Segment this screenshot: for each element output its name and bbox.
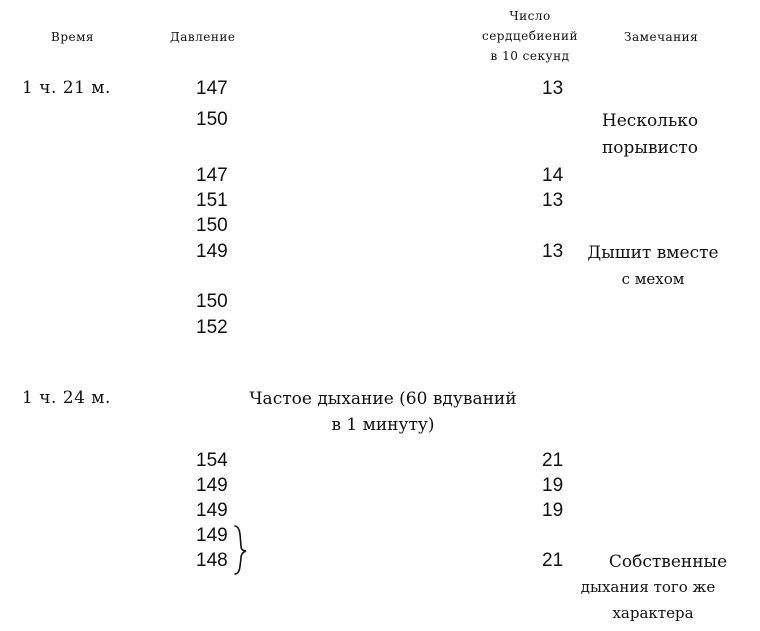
pressure-value: 149 bbox=[196, 500, 228, 521]
note-line: в 1 минуту) bbox=[331, 415, 435, 435]
pressure-value: 151 bbox=[196, 190, 228, 211]
remark-line: с мехом bbox=[621, 270, 685, 288]
remark-line: Собственные bbox=[608, 552, 728, 572]
heart-value: 13 bbox=[542, 190, 564, 211]
pressure-value: 149 bbox=[196, 525, 228, 546]
pressure-value: 148 bbox=[196, 550, 228, 571]
header-heart-line3: в 10 секунд bbox=[490, 49, 570, 63]
header-heart-line1: Число bbox=[509, 9, 551, 23]
heart-value: 13 bbox=[542, 78, 564, 99]
remark-line: дыхания того же bbox=[580, 578, 716, 596]
remark-line: порывисто bbox=[601, 138, 699, 158]
heart-value: 14 bbox=[542, 165, 564, 186]
remark bbox=[590, 113, 710, 157]
note-line: Частое дыхание (60 вдуваний bbox=[249, 389, 517, 409]
heart-value: 19 bbox=[542, 475, 564, 496]
heart-value: 19 bbox=[542, 500, 564, 521]
remark-line: характера bbox=[612, 604, 694, 622]
pressure-value: 150 bbox=[196, 109, 228, 130]
header-heart bbox=[470, 10, 590, 62]
header-pressure: Давление bbox=[170, 30, 236, 44]
pressure-value: 152 bbox=[196, 317, 228, 338]
pressure-value: 147 bbox=[196, 78, 228, 99]
section2-note bbox=[228, 391, 538, 434]
section2-time: 1 ч. 24 м. bbox=[22, 388, 111, 408]
brace-icon bbox=[232, 524, 248, 576]
section1-time: 1 ч. 21 м. bbox=[22, 78, 111, 98]
heart-value: 21 bbox=[542, 450, 564, 471]
pressure-value: 150 bbox=[196, 215, 228, 236]
pressure-value: 154 bbox=[196, 450, 228, 471]
heart-value: 13 bbox=[542, 241, 564, 262]
remark-line: Дышит вместе bbox=[587, 243, 719, 263]
pressure-value: 149 bbox=[196, 241, 228, 262]
pressure-value: 150 bbox=[196, 291, 228, 312]
remark-line: Несколько bbox=[601, 111, 699, 131]
header-heart-line2: сердцебиений bbox=[481, 29, 579, 43]
remark bbox=[580, 245, 726, 287]
remark bbox=[558, 554, 738, 621]
pressure-value: 149 bbox=[196, 475, 228, 496]
header-remarks: Замечания bbox=[624, 30, 699, 44]
header-time: Время bbox=[51, 30, 95, 44]
pressure-value: 147 bbox=[196, 165, 228, 186]
heart-value: 21 bbox=[542, 550, 564, 571]
